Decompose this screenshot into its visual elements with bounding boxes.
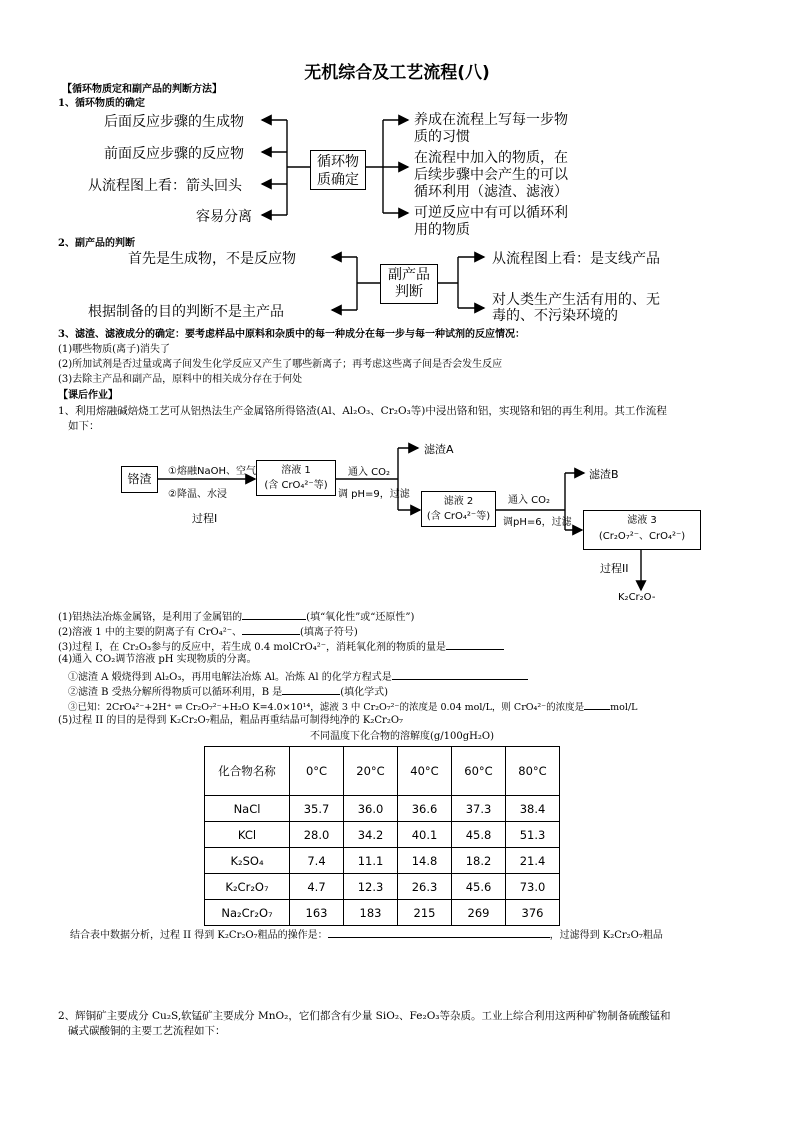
q1-analysis <box>70 926 663 942</box>
answer-blank[interactable] <box>584 698 610 710</box>
q1-sub2 <box>58 623 358 639</box>
part1-left-item: 前面反应步骤的反应物 <box>104 146 244 162</box>
answer-blank[interactable] <box>282 683 340 695</box>
part2-center-line1: 副产品 <box>388 267 430 283</box>
q1-sub4-3 <box>68 698 637 714</box>
table-cell: 269 <box>452 900 506 926</box>
flow-arrow1-top: 通入 CO₂ <box>348 467 391 478</box>
table-cell: 4.7 <box>290 874 344 900</box>
q1-analysis-tail: ，过滤得到 K₂Cr₂O₇粗品 <box>549 930 663 941</box>
part1-right-item <box>414 205 568 239</box>
answer-blank[interactable] <box>242 623 300 635</box>
part1-heading: 1、循环物质的确定 <box>58 98 145 109</box>
q1-sub1-hint: (填“氧化性”或“还原性”) <box>306 612 415 623</box>
flow-sol2-line: 滤液 2 <box>443 496 474 507</box>
flow-step1-bottom: ②降温、水浸 <box>168 489 227 500</box>
table-row <box>205 848 560 874</box>
part1-left-item: 容易分离 <box>196 209 252 225</box>
part1-right-line: 循环利用（滤渣、滤液） <box>414 184 568 200</box>
flow-sol1-line: 溶液 1 <box>281 465 311 476</box>
table-cell: 183 <box>344 900 398 926</box>
part3-item: (1)哪些物质(离子)消失了 <box>58 344 170 355</box>
q1-sub2-text: (2)溶液 1 中的主要的阴离子有 CrO₄²⁻、 <box>58 627 242 638</box>
table-header-cell: 0°C <box>290 747 344 796</box>
flow-product: K₂Cr₂O- <box>618 592 656 603</box>
q1-sub1 <box>58 608 414 624</box>
table-cell: 18.2 <box>452 848 506 874</box>
flow-process2: 过程II <box>600 562 629 575</box>
homework-header: 【课后作业】 <box>58 390 118 401</box>
table-cell: 28.0 <box>290 822 344 848</box>
table-row <box>205 900 560 926</box>
part1-right-line: 可逆反应中有可以循环利 <box>414 205 568 221</box>
part1-right-line: 质的习惯 <box>414 129 470 145</box>
table-cell: 34.2 <box>344 822 398 848</box>
answer-blank[interactable] <box>242 608 306 620</box>
table-cell: 36.0 <box>344 796 398 822</box>
flow-process1: 过程I <box>192 512 218 525</box>
flow-arrow2-bottom: 调pH=6，过滤 <box>503 517 572 528</box>
table-row <box>205 874 560 900</box>
table-header-cell: 80°C <box>506 747 560 796</box>
part2-right-item: 从流程图上看：是支线产品 <box>492 251 660 267</box>
flow-sol3-line: (Cr₂O₇²⁻、CrO₄²⁻) <box>598 531 686 542</box>
q1-sub3 <box>58 638 504 654</box>
table-cell: 26.3 <box>398 874 452 900</box>
compound-cell: NaCl <box>205 796 290 822</box>
part1-right-item <box>414 150 568 201</box>
table-cell: 14.8 <box>398 848 452 874</box>
q1-sub3-text: (3)过程 I，在 Cr₂O₃参与的反应中，若生成 0.4 molCrO₄²⁻，消耗氧化剂的物质的量是 <box>58 642 447 653</box>
flow-sol2-line: (含 CrO₄²⁻等) <box>426 511 491 522</box>
part2-center-line2: 判断 <box>395 284 423 300</box>
answer-blank[interactable] <box>328 926 550 938</box>
flow-sol1-line: (含 CrO₄²⁻等) <box>264 480 328 491</box>
table-cell: 21.4 <box>506 848 560 874</box>
part2-center-box <box>380 264 438 304</box>
table-cell: 51.3 <box>506 822 560 848</box>
q2-stem-line1: 2、辉铜矿主要成分 Cu₂S,软锰矿主要成分 MnO₂，它们都含有少量 SiO₂、Fe₂O₃等杂质。工业上综合利用这两种矿物制备硫酸锰和 <box>58 1010 671 1022</box>
part3-item: (2)所加试剂是否过量或离子间发生化学反应又产生了哪些新离子；再考虑这些离子间是否会发生反应 <box>58 359 503 370</box>
table-cell: 73.0 <box>506 874 560 900</box>
part1-left-item: 从流程图上看：箭头回头 <box>88 178 242 194</box>
flow-sol3-box <box>583 510 701 550</box>
table-cell: 376 <box>506 900 560 926</box>
part2-left-item: 根据制备的目的判断不是主产品 <box>88 304 284 320</box>
q2-stem-line2: 碱式碳酸铜的主要工艺流程如下： <box>68 1025 226 1037</box>
part1-center-line1: 循环物 <box>317 154 359 170</box>
flow-start-box: 铬渣 <box>121 466 158 493</box>
table-cell: 45.6 <box>452 874 506 900</box>
table-cell: 40.1 <box>398 822 452 848</box>
table-header-row <box>205 747 560 796</box>
q1-sub4-2 <box>68 683 388 699</box>
table-header-cell: 40°C <box>398 747 452 796</box>
part2-left-item: 首先是生成物，不是反应物 <box>128 251 296 267</box>
table-header-cell: 20°C <box>344 747 398 796</box>
q1-sub4: (4)通入 CO₂调节溶液 pH 实现物质的分离。 <box>58 654 257 665</box>
table-cell: 12.3 <box>344 874 398 900</box>
table-row <box>205 822 560 848</box>
part1-right-line: 养成在流程上写每一步物 <box>414 112 568 128</box>
table-cell: 215 <box>398 900 452 926</box>
table-caption: 不同温度下化合物的溶解度(g/100gH₂O) <box>310 731 494 742</box>
flow-arrow2-top: 通入 CO₂ <box>508 495 551 506</box>
q1-sub4-2-text: ②滤渣 B 受热分解所得物质可以循环利用，B 是 <box>68 687 283 698</box>
page-title: 无机综合及工艺流程(八) <box>304 63 490 83</box>
table-cell: 37.3 <box>452 796 506 822</box>
section-header: 【循环物质定和副产品的判断方法】 <box>62 84 222 95</box>
compound-cell: Na₂Cr₂O₇ <box>205 900 290 926</box>
flow-sol2-box <box>421 491 496 527</box>
compound-cell: K₂Cr₂O₇ <box>205 874 290 900</box>
q1-sub4-1 <box>68 668 528 684</box>
compound-cell: KCl <box>205 822 290 848</box>
table-cell: 36.6 <box>398 796 452 822</box>
table-header-cell: 化合物名称 <box>205 747 290 796</box>
q1-sub4-3-unit: mol/L <box>610 702 638 713</box>
q1-stem-line1: 1、利用熔融碱焙烧工艺可从铝热法生产金属铬所得铬渣(Al、Al₂O₃、Cr₂O₃等)中浸出铬和铝，实现铬和铝的再生利用。其工作流程 <box>58 405 667 417</box>
table-cell: 38.4 <box>506 796 560 822</box>
q1-stem-line2: 如下： <box>68 420 100 432</box>
answer-blank[interactable] <box>392 668 528 680</box>
table-header-cell: 60°C <box>452 747 506 796</box>
table-cell: 11.1 <box>344 848 398 874</box>
table-cell: 7.4 <box>290 848 344 874</box>
part1-center-line2: 质确定 <box>317 172 359 188</box>
part1-left-item: 后面反应步骤的生成物 <box>104 114 244 130</box>
q1-sub4-1-text: ①滤渣 A 煅烧得到 Al₂O₃，再用电解法冶炼 Al。冶炼 Al 的化学方程式是 <box>68 672 392 683</box>
part3-item: (3)去除主产品和副产品，原料中的相关成分存在于何处 <box>58 374 303 385</box>
q1-sub4-2-hint: (填化学式) <box>340 687 389 698</box>
flow-arrow1-bottom: 调 pH=9，过滤 <box>338 489 410 500</box>
table-cell: 35.7 <box>290 796 344 822</box>
part2-heading: 2、副产品的判断 <box>58 238 135 249</box>
q1-sub4-3-text: ③已知：2CrO₄²⁻+2H⁺ ⇌ Cr₂O₇²⁻+H₂O K=4.0×10¹⁴，滤液 3 中 Cr₂O₇²⁻的浓度是 0.04 mol/L，则 CrO₄²⁻的浓度是 <box>68 702 585 713</box>
part1-right-item <box>414 112 568 146</box>
part1-center-box <box>310 150 366 190</box>
compound-cell: K₂SO₄ <box>205 848 290 874</box>
flow-step1-top: ①熔融NaOH、空气 <box>168 466 256 477</box>
part1-right-line: 在流程中加入的物质，在 <box>414 150 568 166</box>
table-cell: 45.8 <box>452 822 506 848</box>
q1-sub5: (5)过程 II 的目的是得到 K₂Cr₂O₇粗品，粗品再重结晶可制得纯净的 K₂Cr₂O₇ <box>58 715 404 726</box>
q1-analysis-text: 结合表中数据分析，过程 II 得到 K₂Cr₂O₇粗品的操作是： <box>70 930 328 941</box>
part2-right-line: 毒的、不污染环境的 <box>492 308 618 324</box>
part1-right-line: 用的物质 <box>414 222 470 238</box>
flow-residue-b: 滤渣B <box>589 468 619 481</box>
part1-right-line: 后续步骤中会产生的可以 <box>414 167 568 183</box>
flow-sol3-line: 滤液 3 <box>627 515 657 526</box>
part3-heading-text: 3、滤渣、滤液成分的确定：要考虑样品中原料和杂质中的每一种成分在每一步与每一种试剂的反应情况： <box>58 329 525 340</box>
flow-residue-a: 滤渣A <box>424 443 454 456</box>
part3-heading <box>58 328 525 341</box>
part2-right-item <box>492 292 660 324</box>
solubility-table <box>204 746 560 926</box>
table-row <box>205 796 560 822</box>
q1-sub1-text: (1)铝热法冶炼金属铬，是利用了金属铝的 <box>58 612 243 623</box>
answer-blank[interactable] <box>446 638 504 650</box>
part2-right-line: 对人类生产生活有用的、无 <box>492 292 660 308</box>
q1-sub2-hint: (填离子符号) <box>300 627 358 638</box>
table-cell: 163 <box>290 900 344 926</box>
flow-sol1-box <box>256 460 336 496</box>
